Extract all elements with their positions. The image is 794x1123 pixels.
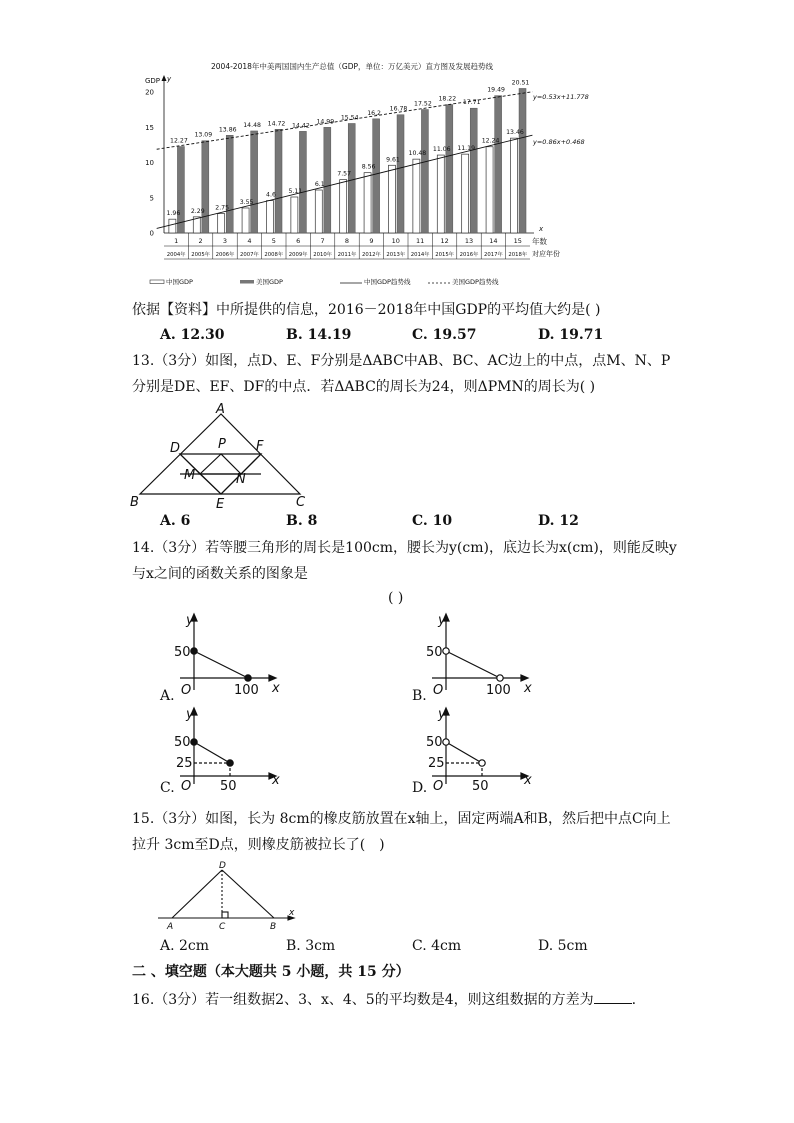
label-a: A (167, 922, 174, 932)
axis-label-x: x (524, 773, 532, 788)
q14-option-d[interactable]: D. (412, 780, 428, 796)
data-label-china: 9.61 (386, 156, 400, 164)
tick-x-50: 50 (472, 779, 489, 794)
bar-us (519, 88, 526, 233)
tick-25: 25 (428, 756, 445, 771)
bar-us (226, 135, 233, 233)
x-year-label: 2011年 (337, 252, 357, 258)
tick-100: 100 (486, 683, 511, 698)
q14-graph-d[interactable] (412, 704, 542, 796)
q15-option-a[interactable]: A. 2cm (160, 938, 210, 954)
q13-option-a[interactable]: A. 6 (160, 513, 191, 529)
y-axis-var: y (167, 75, 172, 83)
x-tick-label: 8 (344, 237, 350, 245)
tick-50: 50 (174, 645, 191, 660)
y-tick-label: 10 (145, 159, 154, 168)
x-year-label: 2015年 (435, 252, 454, 258)
bar-us (202, 141, 209, 233)
closed-dot (227, 760, 233, 766)
legend-label-china-trend: 中国GDP趋势线 (364, 278, 411, 286)
bar-us (324, 127, 331, 233)
bar-china (388, 165, 395, 233)
label-d: D (219, 861, 226, 871)
y-tick-label: 0 (149, 229, 154, 238)
data-label-us: 14.72 (267, 120, 286, 128)
x-year-label: 2008年 (264, 252, 284, 258)
q16-end: . (631, 992, 637, 1008)
tick-x-50: 50 (220, 779, 237, 794)
data-label-china: 2.29 (190, 207, 205, 215)
bar-us (373, 119, 380, 233)
tick-50: 50 (426, 645, 443, 660)
origin-label: O (433, 683, 444, 698)
q13-option-d[interactable]: D. 12 (538, 513, 579, 529)
gdp-chart-svg (132, 55, 589, 295)
q14-line1: 14.（3分）若等腰三角形的周长是100cm，腰长为y(cm)，底边长为x(cm)，则能反映y (132, 540, 677, 556)
x-tick-label: 1 (174, 237, 179, 245)
data-label-china: 3.55 (239, 198, 254, 206)
bar-us (470, 108, 477, 233)
bar-us (177, 147, 184, 233)
seg-fn (241, 454, 261, 474)
x-year-label: 2018年 (508, 252, 528, 258)
trend-eq-china: y=0.86x+0.468 (533, 137, 585, 146)
bar-us (275, 129, 282, 233)
open-dot (479, 760, 485, 766)
legend-label-us-trend: 美国GDP趋势线 (452, 278, 499, 286)
bar-china (315, 190, 322, 233)
x-axis-title-line1: 年数 (532, 237, 547, 246)
closed-dot (191, 648, 197, 654)
data-label-china: 11.06 (432, 146, 451, 154)
bar-us (251, 131, 258, 233)
label-e: E (216, 497, 225, 512)
data-label-us: 12.27 (170, 137, 188, 145)
x-year-label: 2007年 (240, 252, 259, 258)
x-tick-label: 9 (369, 237, 374, 245)
data-label-china: 5.11 (288, 187, 303, 195)
x-year-label: 2005年 (191, 252, 210, 258)
data-label-us: 16.78 (389, 105, 408, 113)
axis-label-y: y (438, 707, 446, 722)
q13-triangle-figure (128, 402, 318, 512)
q15-option-d[interactable]: D. 5cm (538, 938, 588, 954)
data-label-china: 11.19 (457, 145, 476, 153)
q13-triangle-svg (128, 402, 318, 512)
x-year-label: 2017年 (484, 252, 503, 258)
bar-us (397, 115, 404, 233)
axis-label-y: y (186, 613, 194, 628)
bar-china (291, 197, 298, 233)
x-tick-label: 12 (440, 237, 449, 245)
tick-100: 100 (234, 683, 259, 698)
data-label-us: 14.42 (292, 122, 310, 130)
x-year-label: 2009年 (288, 252, 308, 258)
q14-graph-a-svg (160, 610, 290, 702)
x-year-label: 2004年 (166, 252, 186, 258)
data-label-us: 15.54 (340, 114, 359, 122)
data-label-china: 2.75 (215, 204, 230, 212)
tick-25: 25 (176, 756, 193, 771)
x-year-label: 2006年 (215, 252, 235, 258)
origin-label: O (433, 779, 444, 794)
bar-china (510, 138, 517, 233)
q16-text: 16.（3分）若一组数据2、3、x、4、5的平均数是4，则这组数据的方差为 (132, 992, 594, 1008)
data-label-us: 18.22 (438, 95, 457, 103)
data-label-china: 8.56 (361, 163, 376, 171)
label-n: N (236, 472, 246, 487)
data-label-china: 1.96 (166, 210, 181, 218)
label-m: M (184, 468, 196, 483)
triangle-pmn (200, 454, 241, 474)
label-b: B (270, 922, 277, 932)
chart-title: 2004-2018年中美两国国内生产总值（GDP，单位：万亿美元）直方图及发展趋势线 (211, 62, 493, 71)
q15-line1: 15.（3分）如图，长为 8cm的橡皮筋放置在x轴上，固定两端A和B，然后把中点C向上 (132, 811, 671, 827)
data-label-china: 7.57 (337, 170, 352, 178)
axis-label-x: x (272, 773, 280, 788)
open-dot (443, 739, 449, 745)
q13-option-c[interactable]: C. 10 (412, 513, 453, 529)
q12-option-d[interactable]: D. 19.71 (538, 327, 604, 343)
q15-option-b[interactable]: B. 3cm (286, 938, 336, 954)
gdp-chart (132, 55, 589, 295)
q15-line2: 拉升 3cm至D点，则橡皮筋被拉长了( ) (132, 837, 385, 853)
x-tick-label: 11 (416, 237, 425, 245)
q12-stem: 依据【资料】中所提供的信息，2016－2018年中国GDP的平均值大约是( ) (132, 302, 601, 318)
x-tick-label: 10 (391, 237, 400, 245)
legend-label-china: 中国GDP (166, 278, 193, 286)
bar-us (421, 110, 428, 233)
label-x: x (289, 908, 295, 918)
x-year-label: 2010年 (313, 252, 332, 258)
x-axis-title-line2: 对应年份 (532, 250, 560, 258)
tick-50: 50 (174, 735, 191, 750)
data-label-china: 13.46 (506, 129, 524, 137)
q12-option-c[interactable]: C. 19.57 (412, 327, 477, 343)
axis-label-y: y (438, 613, 446, 628)
open-dot (497, 675, 503, 681)
axis-label-x: x (524, 681, 532, 696)
data-label-china: 4.6 (266, 191, 276, 199)
q14-graph-b-svg (412, 610, 542, 702)
q14-option-a[interactable]: A. (160, 688, 175, 704)
q16-line (132, 987, 636, 1013)
x-tick-label: 5 (271, 237, 276, 245)
bar-china (364, 173, 371, 233)
bar-china (437, 155, 444, 233)
q12-option-a[interactable]: A. 12.30 (160, 327, 225, 343)
axis-label-y: y (186, 707, 194, 722)
closed-dot (191, 739, 197, 745)
q16-answer-blank[interactable] (594, 989, 632, 1004)
data-label-us: 17.52 (414, 100, 432, 108)
q14-graph-c-svg (160, 704, 290, 796)
bar-us (299, 131, 306, 233)
x-year-label: 2014年 (410, 252, 430, 258)
q15-option-c[interactable]: C. 4cm (412, 938, 462, 954)
data-label-us: 13.86 (218, 126, 237, 134)
x-tick-label: 14 (489, 237, 498, 245)
bar-us (446, 105, 453, 233)
origin-label: O (181, 683, 192, 698)
data-label-us: 14.99 (316, 118, 335, 126)
seg-me (200, 474, 221, 494)
bar-us (348, 123, 355, 233)
bar-us (495, 96, 502, 233)
q13-line1: 13.（3分）如图，点D、E、F分别是ΔABC中AB、BC、AC边上的中点，点M、N、P (132, 353, 671, 369)
label-d: D (170, 441, 181, 456)
label-c: C (296, 495, 306, 510)
bar-china (218, 214, 225, 233)
bar-china (242, 208, 249, 233)
q14-graph-a[interactable] (160, 610, 290, 702)
q14-line2: 与x之间的函数关系的图象是 (132, 566, 308, 582)
legend-label-us: 美国GDP (256, 278, 283, 286)
q14-graph-d-svg (412, 704, 542, 796)
q14-answer-paren: ( ) (388, 590, 404, 606)
label-f: F (256, 439, 264, 454)
q14-graph-b[interactable] (412, 610, 542, 702)
bar-china (462, 154, 469, 233)
x-year-label: 2012年 (362, 252, 381, 258)
x-tick-label: 15 (513, 237, 522, 245)
x-year-label: 2016年 (459, 252, 479, 258)
trend-eq-us: y=0.53x+11.778 (533, 92, 589, 101)
label-a: A (216, 402, 225, 417)
data-label-china: 6.1 (314, 181, 325, 189)
data-label-china: 10.48 (408, 150, 427, 158)
legend-swatch-us (240, 280, 254, 284)
data-label-us: 20.51 (511, 79, 530, 87)
bar-china (413, 159, 420, 233)
x-tick-label: 13 (464, 237, 474, 245)
axis-label-x: x (272, 681, 280, 696)
label-p: P (218, 437, 226, 452)
bar-china (486, 147, 493, 233)
x-axis-var: x (539, 225, 544, 233)
y-tick-label: 20 (145, 88, 154, 97)
open-dot (443, 648, 449, 654)
q15-figure (158, 858, 298, 934)
data-label-us: 19.49 (487, 86, 505, 94)
y-axis-arrow (162, 75, 167, 81)
q13-line2: 分别是DE、EF、DF的中点．若ΔABC的周长为24，则ΔPMN的周长为( ) (132, 379, 596, 395)
q14-graph-c[interactable] (160, 704, 290, 796)
x-tick-label: 7 (320, 237, 325, 245)
y-tick-label: 5 (149, 194, 154, 203)
data-label-us: 13.09 (194, 131, 213, 139)
data-label-us: 17.71 (462, 99, 481, 107)
bar-china (266, 201, 273, 233)
bar-china (169, 219, 176, 233)
y-tick-label: 15 (145, 123, 154, 132)
closed-dot (245, 675, 251, 681)
data-label-china: 12.24 (481, 137, 500, 145)
label-c: C (219, 922, 226, 932)
q14-option-c[interactable]: C. (160, 780, 175, 796)
y-axis-title: GDP (144, 77, 160, 85)
x-tick-label: 2 (198, 237, 203, 245)
tick-50: 50 (426, 735, 443, 750)
legend-swatch-china (150, 280, 164, 284)
x-tick-label: 6 (296, 237, 301, 245)
x-year-label: 2013年 (386, 252, 406, 258)
x-tick-label: 4 (247, 237, 252, 245)
data-label-us: 14.48 (243, 121, 261, 129)
q12-option-b[interactable]: B. 14.19 (286, 327, 352, 343)
bar-china (340, 180, 347, 233)
x-tick-label: 3 (222, 237, 228, 245)
q14-option-b[interactable]: B. (412, 688, 427, 704)
data-label-us: 16.2 (367, 109, 382, 117)
origin-label: O (181, 779, 192, 794)
q15-figure-svg (158, 858, 298, 934)
label-b: B (130, 495, 139, 510)
section-2-heading: 二 、填空题（本大题共 5 小题，共 15 分） (132, 964, 410, 980)
q13-option-b[interactable]: B. 8 (286, 513, 318, 529)
